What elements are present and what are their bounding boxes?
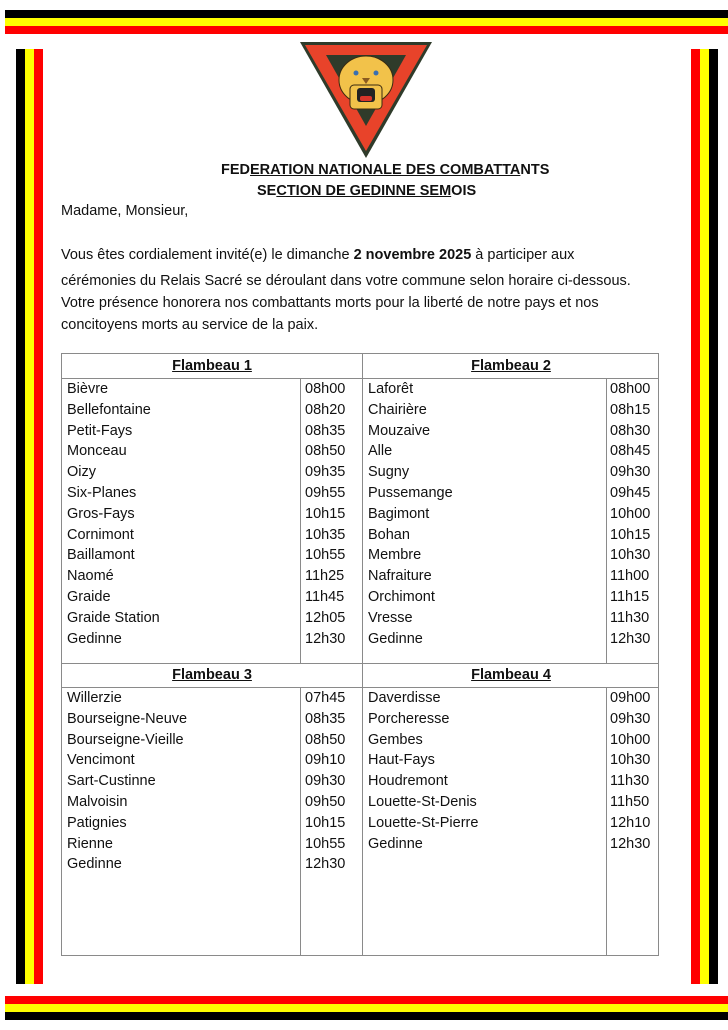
section-title: SECTION DE GEDINNE SEMOIS [257,183,477,199]
salutation: Madame, Monsieur, [61,203,189,219]
stop-location: Malvoisin [67,793,128,810]
stop-location: Gedinne [67,630,122,647]
stop-time: 12h30 [305,856,346,873]
stop-location: Houdremont [368,773,448,790]
belgian-flag-bar-right [691,49,718,984]
stop-time: 08h50 [305,443,346,460]
stop-time: 08h30 [610,422,651,439]
stop-location: Baillamont [67,547,135,564]
stop-time: 08h15 [610,401,651,418]
stop-time: 11h00 [610,568,650,585]
belgian-flag-band-top [5,10,728,34]
stop-location: Orchimont [368,588,435,605]
stop-location: Sart-Custinne [67,773,156,790]
stop-time: 10h30 [610,547,651,564]
stop-location: Monceau [67,443,127,460]
stop-location: Alle [368,443,393,460]
stop-location: Haut-Fays [368,752,435,769]
schedule-table [61,353,659,956]
stop-location: Bagimont [368,505,430,522]
flambeau-2-header: Flambeau 2 [363,354,659,379]
flambeau-4-header: Flambeau 4 [363,663,659,688]
stop-time: 12h30 [305,630,346,647]
stop-time: 09h55 [305,484,346,501]
stop-location: Vencimont [67,752,135,769]
stop-time: 09h45 [610,484,651,501]
event-date: 2 novembre 2025 [353,247,472,263]
stop-time: 09h50 [305,793,346,810]
stop-location: Cornimont [67,526,134,543]
stop-location: Mouzaive [368,422,431,439]
stop-location: Vresse [368,609,413,626]
stop-location: Daverdisse [368,690,441,706]
flambeau-1-times [301,379,363,663]
stop-time: 09h30 [305,773,346,790]
lion-emblem-icon [298,40,434,160]
stop-time: 10h00 [610,731,651,748]
stop-location: Patignies [67,814,127,831]
stop-location: Louette-St-Denis [368,793,477,810]
stop-time: 08h35 [305,710,346,727]
stop-location: Gedinne [67,856,122,873]
stop-location: Gros-Fays [67,505,135,522]
stop-time: 08h50 [305,731,346,748]
stop-time: 11h30 [610,609,650,626]
stop-time: 12h30 [610,630,651,647]
stop-time: 11h30 [610,773,650,790]
stop-time: 10h15 [305,505,346,522]
stop-time: 09h30 [610,710,651,727]
stop-location: Gedinne [368,630,423,647]
stop-location: Porcheresse [368,710,450,727]
stop-location: Six-Planes [67,484,137,501]
flambeau-4-times [607,688,659,955]
stop-time: 11h50 [610,793,650,810]
stop-time: 09h10 [305,752,346,769]
stop-time: 11h15 [610,588,650,605]
flambeau-3-header: Flambeau 3 [62,663,363,688]
flambeau-3-times [301,688,363,955]
stop-time: 08h00 [610,381,651,397]
stop-location: Membre [368,547,422,564]
stop-location: Rienne [67,835,113,852]
stop-location: Oizy [67,464,96,481]
schedule-section-1-2 [62,354,658,664]
stop-time: 10h55 [305,835,346,852]
stop-location: Petit-Fays [67,422,133,439]
flambeau-1-header: Flambeau 1 [62,354,363,379]
stop-time: 07h45 [305,690,346,706]
schedule-section-3-4 [62,663,658,955]
stop-time: 08h00 [305,381,346,397]
stop-location: Bièvre [67,381,109,397]
stop-location: Bellefontaine [67,401,151,418]
stop-location: Chairière [368,401,427,418]
stop-time: 12h05 [305,609,346,626]
stop-time: 10h15 [610,526,651,543]
flambeau-4-locations [363,688,607,955]
flambeau-3-locations [62,688,301,955]
stop-location: Graide Station [67,609,160,626]
stop-time: 10h35 [305,526,346,543]
stop-time: 08h35 [305,422,346,439]
stop-location: Nafraiture [368,568,432,585]
flambeau-2-locations [363,379,607,663]
invitation-paragraph: Vous êtes cordialement invité(e) le dimanche 2 novembre 2025 à participer aux cérémonies du Relais Sacré se déroulant dans votre commune selon horaire ci-dessous. Votre présence honorera nos combattants morts pour la liberté de notre pays et nos concitoyens morts au service de la paix. [61,247,631,333]
stop-location: Naomé [67,568,114,585]
stop-location: Bourseigne-Neuve [67,710,188,727]
stop-location: Bourseigne-Vieille [67,731,184,748]
stop-location: Bohan [368,526,410,543]
stop-time: 10h30 [610,752,651,769]
stop-time: 09h35 [305,464,346,481]
stop-location: Gembes [368,731,423,748]
stop-location: Gedinne [368,835,423,852]
stop-time: 12h30 [610,835,651,852]
stop-location: Laforêt [368,381,414,397]
stop-time: 10h55 [305,547,346,564]
stop-location: Willerzie [67,690,122,706]
stop-time: 09h00 [610,690,651,706]
stop-location: Pussemange [368,484,453,501]
stop-time: 12h10 [610,814,651,831]
stop-location: Graide [67,588,111,605]
stop-time: 10h15 [305,814,346,831]
belgian-flag-bar-left [16,49,43,984]
flambeau-1-locations [62,379,301,663]
stop-location: Sugny [368,464,410,481]
stop-time: 08h45 [610,443,651,460]
stop-time: 10h00 [610,505,651,522]
invitation-body: cérémonies du Relais Sacré se déroulant dans votre commune selon horaire ci-dessous. Votre présence honorera nos combattants morts pour la liberté de notre pays et nos concitoyens morts au service de la paix. [61,273,631,333]
flambeau-2-times [607,379,659,663]
federation-title: FEDERATION NATIONALE DES COMBATTANTS [221,162,550,178]
stop-time: 11h25 [305,568,345,585]
stop-time: 09h30 [610,464,651,481]
stop-time: 08h20 [305,401,346,418]
stop-location: Louette-St-Pierre [368,814,479,831]
stop-time: 11h45 [305,588,345,605]
belgian-flag-band-bottom [5,996,728,1020]
